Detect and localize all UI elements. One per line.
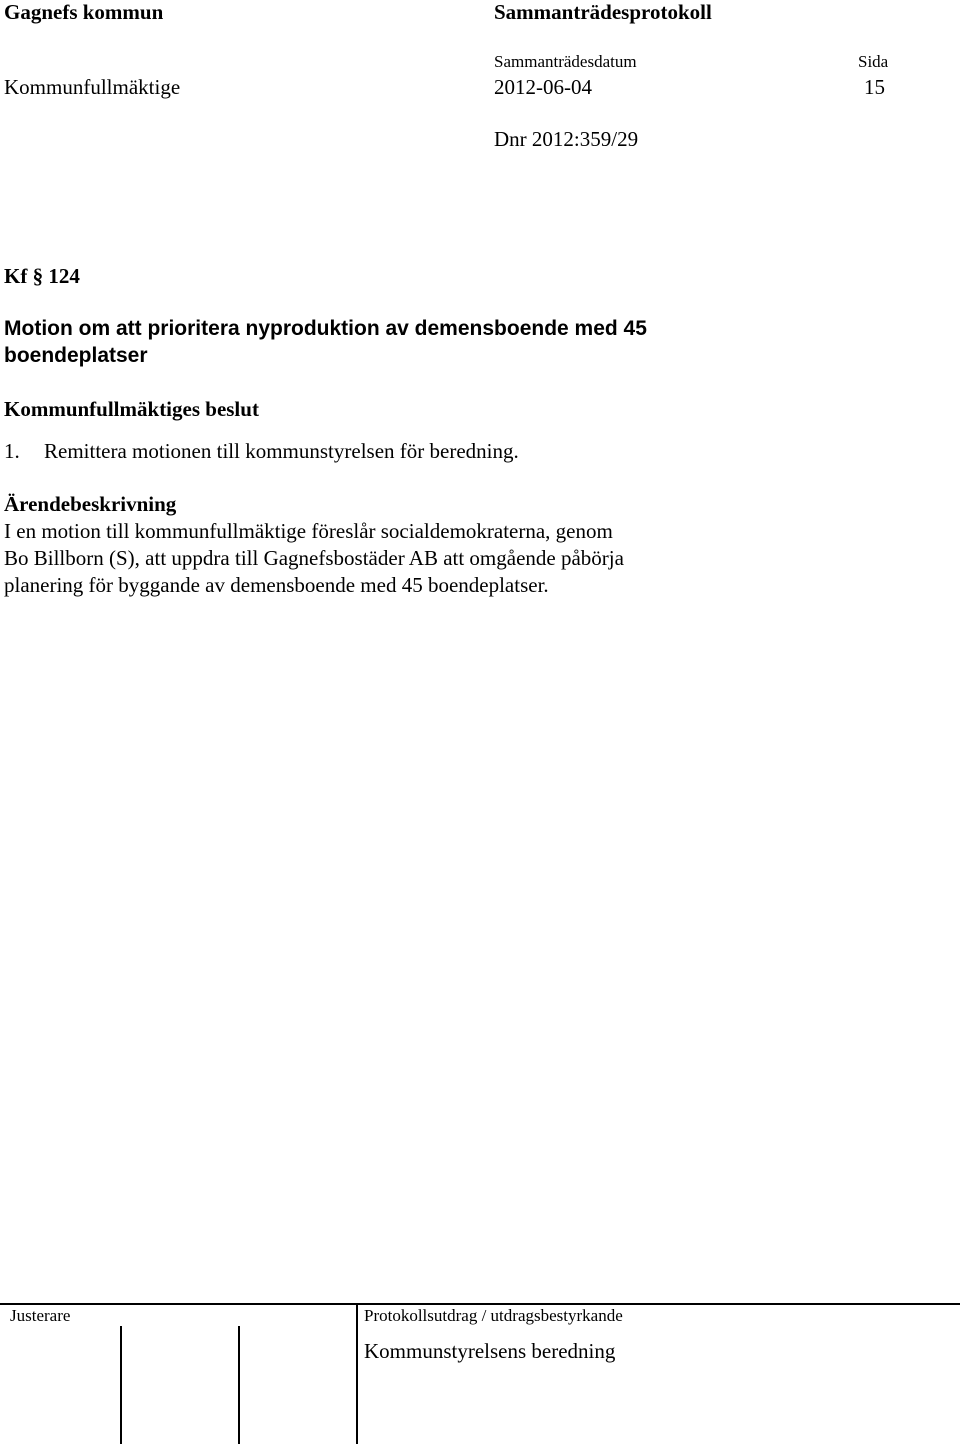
section-title: Motion om att prioritera nyproduktion av demensboende med 45 boendeplatser bbox=[4, 317, 647, 367]
organization-name: Gagnefs kommun bbox=[4, 0, 164, 24]
section-number: Kf § 124 bbox=[4, 264, 80, 288]
footer-label-justerare: Justerare bbox=[10, 1306, 71, 1325]
decision-item bbox=[4, 439, 519, 464]
footer-divider bbox=[356, 1303, 358, 1444]
document-type: Sammanträdesprotokoll bbox=[494, 0, 712, 24]
footer-divider bbox=[238, 1326, 240, 1444]
body-name: Kommunfullmäktige bbox=[4, 75, 181, 99]
decision-item-text: Remittera motionen till kommunstyrelsen för beredning. bbox=[44, 439, 519, 463]
page-number: 15 bbox=[864, 75, 885, 99]
meeting-date-label: Sammanträdesdatum bbox=[494, 52, 637, 71]
description-heading: Ärendebeskrivning bbox=[4, 492, 177, 516]
description-text bbox=[4, 518, 624, 599]
meeting-date-value: 2012-06-04 bbox=[494, 75, 592, 99]
footer-divider bbox=[120, 1326, 122, 1444]
page-label: Sida bbox=[858, 52, 889, 71]
description-line: planering för byggande av demensboende med 45 boendeplatser. bbox=[4, 573, 549, 597]
footer-rule bbox=[0, 1303, 960, 1305]
footer-label-protokollsutdrag: Protokollsutdrag / utdragsbestyrkande bbox=[364, 1306, 623, 1325]
diary-number: Dnr 2012:359/29 bbox=[494, 127, 639, 151]
decision-heading: Kommunfullmäktiges beslut bbox=[4, 397, 259, 421]
footer-recipient: Kommunstyrelsens beredning bbox=[364, 1339, 616, 1363]
description-line: Bo Billborn (S), att uppdra till Gagnefsbostäder AB att omgående påbörja bbox=[4, 546, 624, 570]
decision-item-number: 1. bbox=[4, 439, 20, 463]
description-line: I en motion till kommunfullmäktige föreslår socialdemokraterna, genom bbox=[4, 519, 613, 543]
